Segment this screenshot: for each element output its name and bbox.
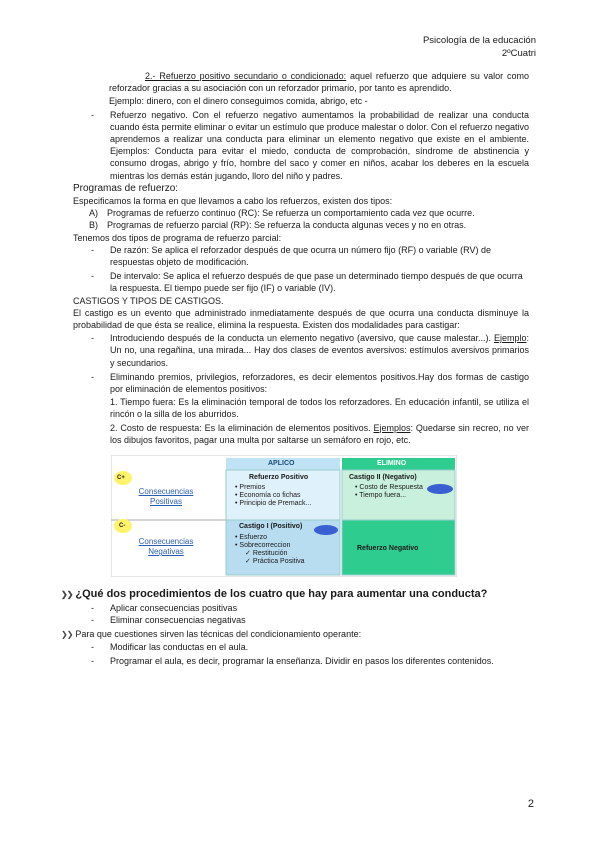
list-dash: - bbox=[91, 655, 94, 666]
example-label: Ejemplos bbox=[373, 422, 411, 433]
uses-text: Para que cuestiones sirven las técnicas del condicionamiento operante: bbox=[75, 628, 362, 639]
punishment-intro: El castigo es un evento que administrado inmediatamente después de que ocurra una conducta disminuye la probabilidad de que ésta se realice, elimina la respuesta. Existen dos modalidades para castigar: bbox=[73, 307, 529, 331]
punishment-item-text: Eliminando premios, privilegios, reforzadores, es decir elementos positivos.Hay dos formas de castigo por eliminación de elementos positivos: bbox=[110, 371, 529, 395]
oval-mark bbox=[427, 484, 453, 494]
document-body bbox=[61, 70, 529, 667]
secondary-reinforcement-example: Ejemplo: dinero, con el dinero conseguimos comida, abrigo, etc - bbox=[109, 96, 368, 107]
cell-item: Esfuerzo bbox=[239, 534, 268, 542]
operant-conditioning-table bbox=[111, 455, 457, 577]
list-item: ✓ Práctica Positiva bbox=[245, 558, 305, 566]
punishment-item-text: Introduciendo después de la conducta un elemento negativo (aversivo, que cause malestar...). bbox=[110, 333, 494, 344]
response-cost bbox=[73, 422, 529, 446]
row-pos-label: Consecuencias Positivas bbox=[138, 487, 194, 507]
badge-neg: C- bbox=[119, 523, 126, 530]
cell-subitem: Restitución bbox=[252, 550, 288, 558]
response-cost-text: : Quedarse sin recreo, no ver los dibujos favoritos, pagar una multa por saltarse un semáforo en rojo, etc. bbox=[110, 422, 529, 445]
negative-reinforcement bbox=[73, 109, 529, 182]
response-cost-text: 2. Costo de respuesta: Es la eliminación de elementos positivos. bbox=[110, 422, 374, 433]
column-remove: ELIMINO bbox=[377, 460, 407, 468]
uses-item-text: Modificar las conductas en el aula. bbox=[110, 641, 249, 652]
list-item: • Costo de Respuesta bbox=[355, 484, 423, 492]
page-header bbox=[423, 34, 536, 60]
programs-intro: Especificamos la forma en que llevamos a cabo los refuerzos, existen dos tipos: bbox=[73, 196, 393, 207]
program-marker: B) bbox=[89, 220, 98, 231]
oval-mark bbox=[314, 525, 338, 535]
list-dash: - bbox=[91, 333, 94, 344]
program-marker: A) bbox=[89, 208, 98, 219]
punishment-item bbox=[73, 332, 529, 369]
list-dash: - bbox=[91, 271, 94, 282]
list-dash: - bbox=[91, 603, 94, 614]
list-dash: - bbox=[91, 109, 94, 120]
punishment-item-text: : Un no, una regañina, una mirada... Hay dos clases de eventos aversivos: estímulos aversivos primarios y secundarios. bbox=[110, 333, 529, 368]
cell-item: Economía co fichas bbox=[239, 492, 301, 500]
list-item: • Sobrecorreccion bbox=[235, 542, 291, 550]
column-apply: APLICO bbox=[268, 460, 295, 468]
partial-item bbox=[73, 244, 529, 268]
negative-reinforcement-text: Refuerzo negativo. Con el refuerzo negativo aumentamos la probabilidad de realizar una conducta cuando ésta permite eliminar o evitar un estímulo que produce malestar o dolor. Con el refuerzo negativo aprendemos a realizar una conducta para eliminar un elemento negativo que existe en el ambiente. Ejemplos: Conducta para evitar el miedo, conducta de comprobación, síndrome de abstinencia y consumo drogas, abrigo y frío, hombre del saco y comer en niños, acabar los deberes en la escuela mientras los demás están jugando, lloro del niño y padres. bbox=[110, 109, 529, 181]
list-item: • Esfuerzo bbox=[235, 534, 268, 542]
cell-c2-list bbox=[355, 484, 423, 500]
partial-text: De intervalo: Se aplica el refuerzo después de que pase un determinado tiempo después de que ocurra la respuesta. El tiempo puede ser fijo (IF) o variable (IV). bbox=[110, 271, 523, 294]
answer-text: Eliminar consecuencias negativas bbox=[110, 615, 246, 626]
secondary-reinforcement-label: 2.- Refuerzo positivo secundario o condicionado: bbox=[145, 71, 347, 81]
programs-title: Programas de refuerzo: bbox=[73, 182, 179, 194]
list-item: • Principio de Premack... bbox=[235, 500, 312, 508]
header-term: 2ºCuatri bbox=[501, 48, 536, 59]
list-dash: - bbox=[91, 244, 94, 255]
cell-item: Tiempo fuera... bbox=[359, 492, 407, 500]
partial-item bbox=[73, 270, 529, 294]
program-text: Programas de refuerzo continuo (RC): Se refuerza un comportamiento cada vez que ocurre. bbox=[107, 208, 475, 219]
partial-intro: Tenemos dos tipos de programa de refuerzo parcial: bbox=[73, 232, 282, 243]
cell-rp-list bbox=[235, 484, 311, 508]
partial-text: De razón: Se aplica el reforzador después de que ocurra un número fijo (RF) o variable (RV) de respuestas objeto de modificación. bbox=[110, 244, 492, 268]
list-item: • Economía co fichas bbox=[235, 492, 301, 500]
cell-item: Premios bbox=[239, 484, 266, 492]
list-dash: - bbox=[91, 641, 94, 652]
list-item: ✓ Restitución bbox=[245, 550, 288, 558]
list-dash: - bbox=[91, 615, 94, 626]
cell-c1-list bbox=[235, 534, 305, 566]
program-item bbox=[73, 207, 529, 219]
punishment-item bbox=[73, 371, 529, 395]
question-text: ¿Qué dos procedimientos de los cuatro que hay para aumentar una conducta? bbox=[75, 588, 488, 601]
cell-c1-title: Castigo I (Positivo) bbox=[239, 523, 303, 531]
uses-item bbox=[73, 641, 529, 653]
list-item: • Tiempo fuera... bbox=[355, 492, 407, 500]
time-out: 1. Tiempo fuera: Es la eliminación temporal de todos los reforzadores. En educación infantil, se utiliza el rincón o la silla de los aburridos. bbox=[110, 397, 529, 420]
answer-text: Aplicar consecuencias positivas bbox=[110, 603, 238, 614]
secondary-reinforcement-text: aquel refuerzo que adquiere su valor como reforzador gracias a su asociación con un reforzador primario, por tanto es aprendido. bbox=[109, 71, 529, 94]
page-number: 2 bbox=[527, 798, 534, 810]
list-dash: - bbox=[91, 371, 94, 382]
double-arrow-icon: ❯❯ bbox=[61, 629, 73, 639]
cell-c2-title: Castigo II (Negativo) bbox=[349, 474, 417, 482]
question-answer bbox=[73, 614, 529, 626]
program-item bbox=[73, 219, 529, 231]
cell-item: Costo de Respuesta bbox=[359, 484, 423, 492]
program-text: Programas de refuerzo parcial (RP): Se refuerza la conducta algunas veces y no en otras. bbox=[107, 220, 467, 231]
uses-item-text: Programar el aula, es decir, programar la enseñanza. Dividir en pasos los diferentes contenidos. bbox=[110, 655, 494, 666]
row-neg-label: Consecuencias Negativas bbox=[138, 537, 194, 557]
header-subject: Psicología de la educación bbox=[422, 35, 536, 46]
uses-title bbox=[61, 628, 529, 641]
punishment-title: CASTIGOS Y TIPOS DE CASTIGOS. bbox=[73, 295, 224, 306]
cell-rn-title: Refuerzo Negativo bbox=[357, 545, 419, 553]
secondary-reinforcement bbox=[73, 70, 529, 94]
cell-rp-title: Refuerzo Positivo bbox=[249, 474, 309, 482]
badge-pos: C+ bbox=[117, 475, 125, 482]
double-arrow-icon: ❯❯ bbox=[61, 590, 73, 600]
cell-subitem: Práctica Positiva bbox=[252, 558, 305, 566]
cell-item: Principio de Premack... bbox=[239, 500, 312, 508]
list-item: • Premios bbox=[235, 484, 266, 492]
cell-item: Sobrecorreccion bbox=[239, 542, 291, 550]
example-label: Ejemplo bbox=[493, 333, 527, 344]
uses-item bbox=[73, 655, 529, 667]
question-title bbox=[61, 587, 529, 602]
question-answer bbox=[73, 602, 529, 614]
